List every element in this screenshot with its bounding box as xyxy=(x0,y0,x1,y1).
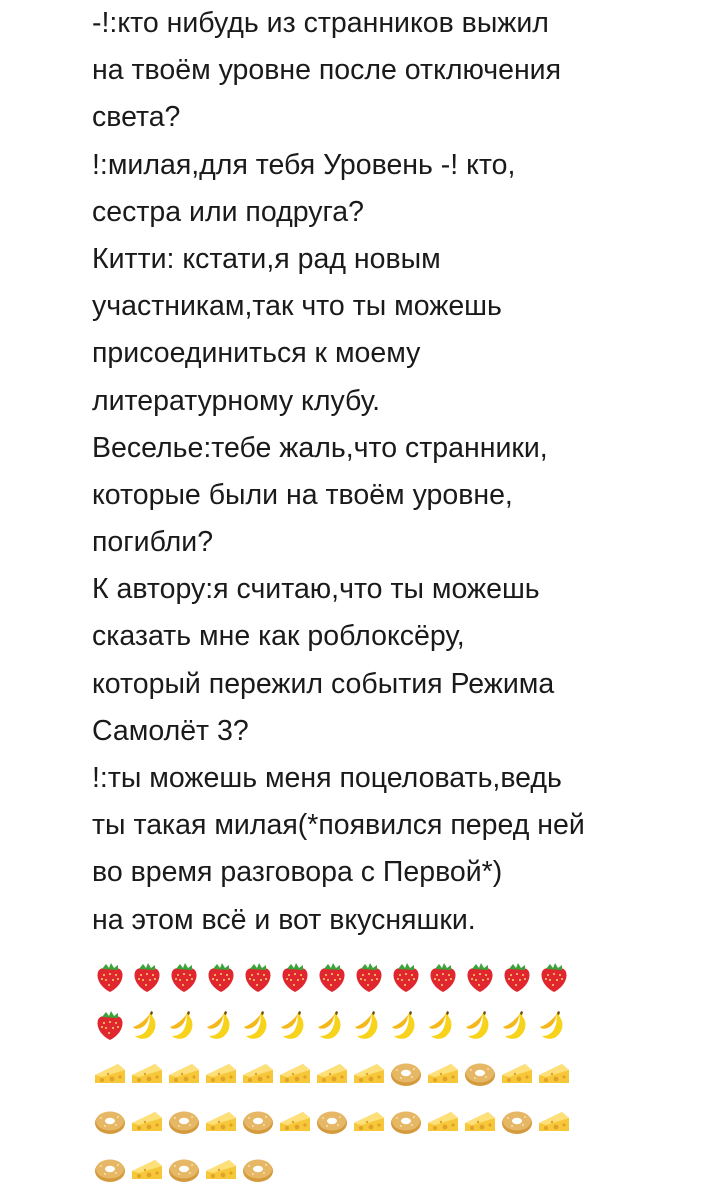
text-line: участникам,так что ты можешь xyxy=(92,290,502,323)
banana-icon xyxy=(129,1007,166,1047)
text-line: сестра или подруга? xyxy=(92,195,364,228)
strawberry-icon xyxy=(129,959,166,999)
bagel-icon xyxy=(388,1055,425,1095)
cheese-icon xyxy=(314,1055,351,1095)
banana-icon xyxy=(203,1007,240,1047)
cheese-icon xyxy=(129,1151,166,1191)
banana-icon xyxy=(499,1007,536,1047)
text-line: Китти: кстати,я рад новым xyxy=(92,242,441,275)
emoji-row xyxy=(92,955,712,1003)
cheese-icon xyxy=(240,1055,277,1095)
text-line: Самолёт 3? xyxy=(92,714,249,747)
bagel-icon xyxy=(314,1103,351,1143)
emoji-row xyxy=(92,1147,712,1195)
cheese-icon xyxy=(277,1103,314,1143)
emoji-treats xyxy=(92,955,712,1195)
strawberry-icon xyxy=(240,959,277,999)
banana-icon xyxy=(388,1007,425,1047)
cheese-icon xyxy=(351,1055,388,1095)
cheese-icon xyxy=(203,1055,240,1095)
strawberry-icon xyxy=(92,1007,129,1047)
strawberry-icon xyxy=(536,959,573,999)
cheese-icon xyxy=(277,1055,314,1095)
cheese-icon xyxy=(166,1055,203,1095)
cheese-icon xyxy=(203,1103,240,1143)
text-line: который пережил события Режима xyxy=(92,667,555,700)
bagel-icon xyxy=(166,1103,203,1143)
text-line: присоединиться к моему xyxy=(92,337,421,370)
text-line: Веселье:тебе жаль,что странники, xyxy=(92,431,548,464)
cheese-icon xyxy=(499,1055,536,1095)
strawberry-icon xyxy=(388,959,425,999)
text-line: во время разговора с Первой*) xyxy=(92,856,503,889)
cheese-icon xyxy=(462,1103,499,1143)
text-line: ты такая милая(*появился перед ней xyxy=(92,809,585,842)
bagel-icon xyxy=(240,1151,277,1191)
strawberry-icon xyxy=(203,959,240,999)
strawberry-icon xyxy=(462,959,499,999)
bagel-icon xyxy=(499,1103,536,1143)
banana-icon xyxy=(277,1007,314,1047)
banana-icon xyxy=(351,1007,388,1047)
strawberry-icon xyxy=(92,959,129,999)
text-line: -!:кто нибудь из странников выжил xyxy=(92,7,549,39)
cheese-icon xyxy=(92,1055,129,1095)
bagel-icon xyxy=(462,1055,499,1095)
bagel-icon xyxy=(240,1103,277,1143)
strawberry-icon xyxy=(425,959,462,999)
text-line: света? xyxy=(92,101,181,134)
post-text xyxy=(92,0,702,944)
cheese-icon xyxy=(129,1055,166,1095)
bagel-icon xyxy=(388,1103,425,1143)
text-line: на твоём уровне после отключения xyxy=(92,54,562,87)
text-line: !:милая,для тебя Уровень -! кто, xyxy=(92,148,516,181)
text-line: сказать мне как роблоксёру, xyxy=(92,620,465,653)
banana-icon xyxy=(166,1007,203,1047)
emoji-row xyxy=(92,1003,712,1051)
cheese-icon xyxy=(536,1055,573,1095)
strawberry-icon xyxy=(277,959,314,999)
banana-icon xyxy=(314,1007,351,1047)
bagel-icon xyxy=(92,1151,129,1191)
cheese-icon xyxy=(129,1103,166,1143)
cheese-icon xyxy=(425,1055,462,1095)
strawberry-icon xyxy=(351,959,388,999)
banana-icon xyxy=(462,1007,499,1047)
bagel-icon xyxy=(166,1151,203,1191)
text-line: К автору:я считаю,что ты можешь xyxy=(92,573,540,606)
strawberry-icon xyxy=(166,959,203,999)
strawberry-icon xyxy=(314,959,351,999)
cheese-icon xyxy=(425,1103,462,1143)
strawberry-icon xyxy=(499,959,536,999)
text-line: которые были на твоём уровне, xyxy=(92,478,513,511)
text-line: !:ты можешь меня поцеловать,ведь xyxy=(92,762,562,794)
cheese-icon xyxy=(203,1151,240,1191)
banana-icon xyxy=(240,1007,277,1047)
cheese-icon xyxy=(536,1103,573,1143)
cheese-icon xyxy=(351,1103,388,1143)
text-line: литературному клубу. xyxy=(92,384,381,417)
text-line: погибли? xyxy=(92,526,214,559)
emoji-row xyxy=(92,1099,712,1147)
text-line: на этом всё и вот вкусняшки. xyxy=(92,903,476,936)
banana-icon xyxy=(425,1007,462,1047)
bagel-icon xyxy=(92,1103,129,1143)
emoji-row xyxy=(92,1051,712,1099)
banana-icon xyxy=(536,1007,573,1047)
